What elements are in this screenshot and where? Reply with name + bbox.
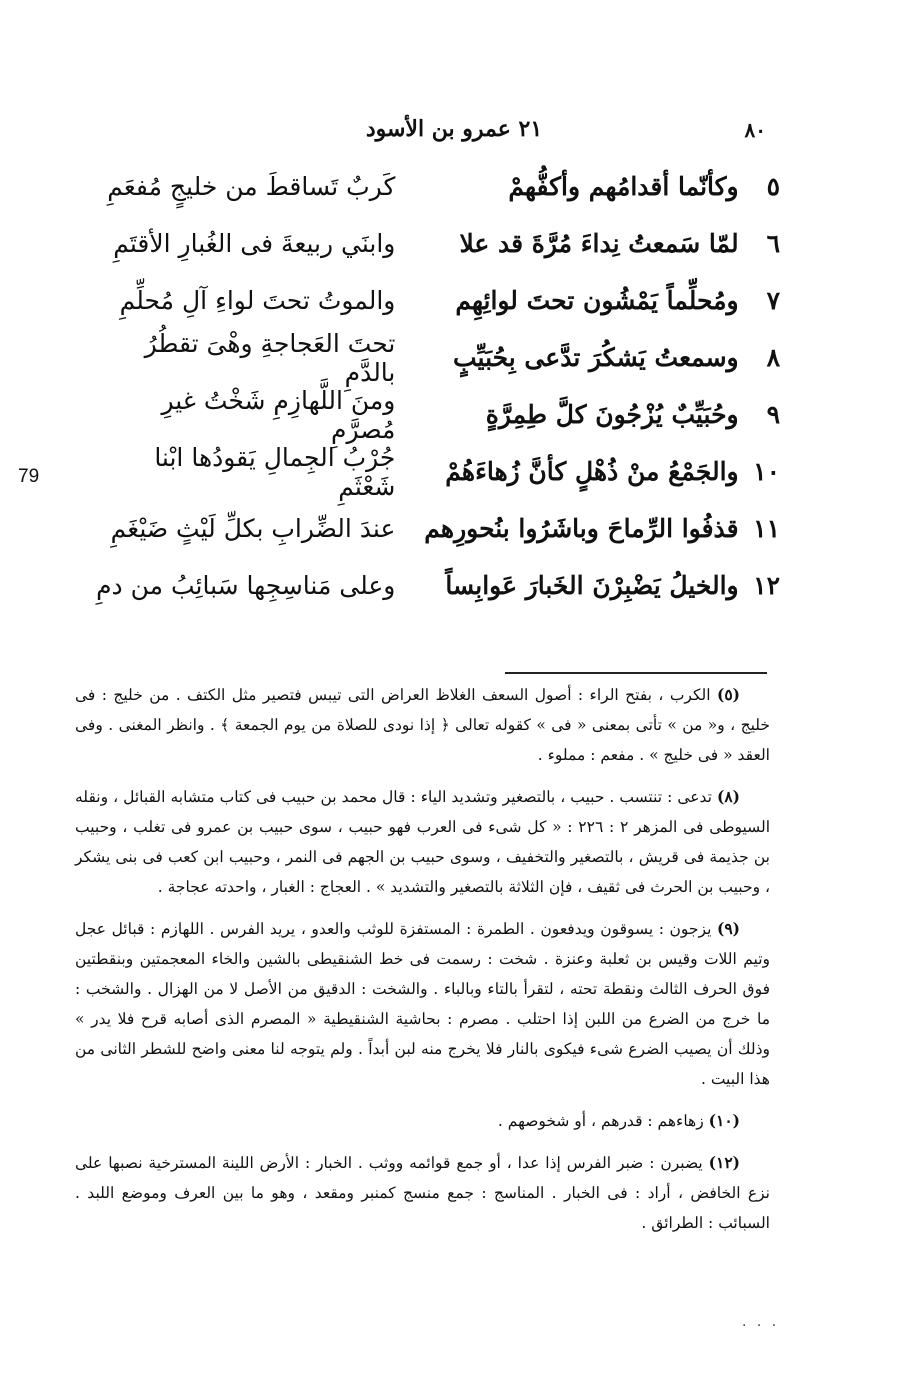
running-head: ٢١ عمرو بن الأسود — [365, 116, 543, 142]
footnote-text: يزجون : يسوقون ويدفعون . الطمرة : المستفزة للوثب والعدو ، يريد الفرس . اللهازم : قبائل عجل وتيم اللات وقيس بن ثعلبة وعنزة . شخت : رسمت فى خط الشنقيطى بالشين والخاء المعجمتين وبنقطتين فوق الحرف الثالث ونقطة تحته ، لتقرأ بالتاء وبالباء . والشخت : الدقيق من الأصل لا من الهزال . والشخب : ما خرج من الضرع من اللبن إذا احتلب . مصرم : بحاشية الشنقيطية « المصرم الذى أصابه قرح فلا يدر » وذلك أن يصيب الضرع شىء فيكوى بالنار فلا يخرج منه لبن أبداً . ولم يتوجه لنا معنى واضح للشطر الثانى من هذا البيت . — [75, 920, 770, 1088]
verse-number: ١٢ — [753, 571, 780, 600]
verse-number: ١٠ — [753, 457, 780, 486]
footnote-text: زهاءهم : قدرهم ، أو شخوصهم . — [497, 1112, 704, 1130]
footnote — [75, 1148, 770, 1238]
verse — [90, 272, 780, 329]
footnote-text: تدعى : تنتسب . حبيب ، بالتصغير وتشديد الياء : قال محمد بن حبيب فى كتاب متشابه القبائل ، ونقله السيوطى فى المزهر ٢ : ٢٢٦ : « كل شىء فى العرب فهو حبيب ، سوى حبيب بن عمرو فى تغلب ، وحبيب بن جذيمة فى قريش ، بالتصغير والتخفيف ، وسوى حبيب بن الجهم فى النمر ، وحبيب ابن كعب فى بنى يشكر ، وحبيب بن الحرث فى ثقيف ، فإن الثلاثة بالتصغير والتشديد » . العجاج : الغبار ، واحدته عجاجة . — [75, 788, 770, 896]
verse-second-hemistich: عندَ الضِّرابِ بكلِّ لَيْثٍ ضَيْغَمِ — [110, 514, 396, 543]
verse — [90, 443, 780, 500]
footnote-text: الكرب ، بفتح الراء : أصول السعف الغلاظ العراض التى تيبس فتصير مثل الكتف . من خليج : فى خليج ، و« من » تأتى بمعنى « فى » كقوله تعالى ﴿ إذا نودى للصلاة من يوم الجمعة ﴾ . وانظر المغنى . وفى العقد « فى خليج » . مفعم : مملوء . — [75, 686, 770, 764]
footnote-text: يضبرن : ضبر الفرس إذا عدا ، أو جمع قوائمه ووثب . الخبار : الأرض اللينة المسترخية نصبها على نزع الخافض ، أراد : فى الخبار . المناسج : جمع منسج كمنبر ومقعد ، وهو ما بين العرف وموضع اللبد . السبائب : الطرائق . — [75, 1154, 770, 1232]
verse — [90, 557, 780, 614]
footnote — [75, 680, 770, 770]
footnote — [75, 1106, 770, 1136]
verse-first-hemistich: وحُبَيِّبٌ يُزْجُونَ كلَّ طِمِرَّةٍ — [485, 400, 739, 429]
verse-second-hemistich: تحتَ العَجاجةِ وهْىَ تقطُرُ بالدَّمِ — [144, 328, 396, 387]
verse-number: ٩ — [766, 400, 780, 429]
verse-first-hemistich: وكأنّما أقدامُهم وأكفُّهمْ — [508, 172, 739, 201]
verse-second-hemistich: وابنَي ربيعةَ فى الغُبارِ الأقتَمِ — [113, 229, 396, 258]
footnote-divider — [505, 672, 767, 674]
verse — [90, 158, 780, 215]
verse — [90, 329, 780, 386]
footnote-number: (٩) — [716, 919, 740, 938]
verse-second-hemistich: ومنَ اللَّهازِمِ شَخْتُ غيرِ مُصرَّمِ — [161, 385, 396, 444]
verse-second-hemistich: كَربٌ تَساقطَ من خليجٍ مُفعَمِ — [107, 172, 396, 201]
printer-mark: · · · — [742, 1318, 780, 1334]
margin-page-number: 79 — [18, 466, 40, 487]
verse-second-hemistich: وعلى مَناسِجِها سَبائِبُ من دمِ — [96, 571, 396, 600]
footnote-number: (١٢) — [708, 1153, 741, 1172]
verse — [90, 500, 780, 557]
verse-first-hemistich: وسمعتُ يَشكُرَ تدَّعى بِحُبَيِّبٍ — [453, 343, 739, 372]
verse-first-hemistich: ومُحلِّماً يَمْشُون تحتَ لوائِهِم — [455, 286, 739, 315]
verse — [90, 215, 780, 272]
verse-first-hemistich: لمّا سَمعتُ نِداءَ مُرَّةَ قد علا — [459, 229, 739, 258]
verse-first-hemistich: والجَمْعُ منْ ذُهْلٍ كأنَّ زُهاءَهُمْ — [445, 457, 739, 486]
poem — [90, 158, 780, 614]
verse-number: ٨ — [766, 343, 780, 372]
footnote — [75, 782, 770, 902]
footnote-number: (٥) — [716, 685, 740, 704]
verse — [90, 386, 780, 443]
verse-number: ٦ — [766, 229, 780, 258]
footnote-number: (٨) — [716, 787, 740, 806]
footnote-number: (١٠) — [708, 1111, 740, 1130]
footnotes — [75, 680, 770, 1250]
verse-first-hemistich: قذفُوا الرِّماحَ وباشَرُوا بنُحورِهم — [424, 514, 739, 543]
verse-number: ٧ — [766, 286, 780, 315]
verse-second-hemistich: والموتُ تحتَ لواءِ آلِ مُحلِّمِ — [119, 286, 396, 315]
verse-number: ٥ — [766, 172, 780, 201]
page-number: ٨٠ — [744, 118, 766, 142]
verse-second-hemistich: جُرْبُ الجِمالِ يَقودُها ابْنا شَعْثَمِ — [154, 442, 396, 501]
footnote — [75, 914, 770, 1094]
verse-number: ١١ — [753, 514, 780, 543]
verse-first-hemistich: والخيلُ يَضْبِرْنَ الخَبارَ عَوابِساً — [445, 571, 739, 600]
